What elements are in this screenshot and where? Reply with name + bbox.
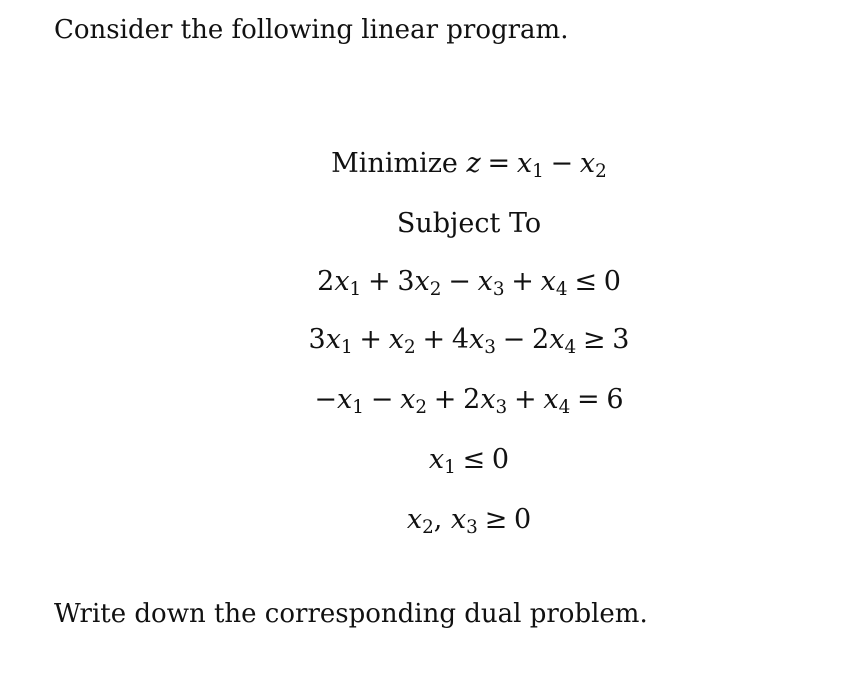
constraint-3: $-x_1 - x_2 + 2x_3 + x_4 = 6$	[314, 384, 624, 419]
constraint-4: $x_1 \le 0$	[428, 444, 510, 479]
constraint-5: $x_2$, $x_3 \ge 0$	[406, 504, 532, 539]
intro-text: Consider the following linear program.	[54, 15, 569, 45]
closing-text: Write down the corresponding dual problem.	[54, 599, 648, 629]
objective-keyword: Minimize	[331, 148, 458, 179]
subject-to-heading: Subject To	[396, 208, 542, 239]
constraint-2: $3x_1 + x_2 + 4x_3 - 2x_4 \ge 3$	[308, 324, 630, 359]
objective-expression: $z = x_1 - x_2$	[466, 148, 607, 183]
objective-line	[0, 146, 858, 182]
constraint-1: $2x_1 + 3x_2 - x_3 + x_4 \le 0$	[317, 266, 621, 301]
